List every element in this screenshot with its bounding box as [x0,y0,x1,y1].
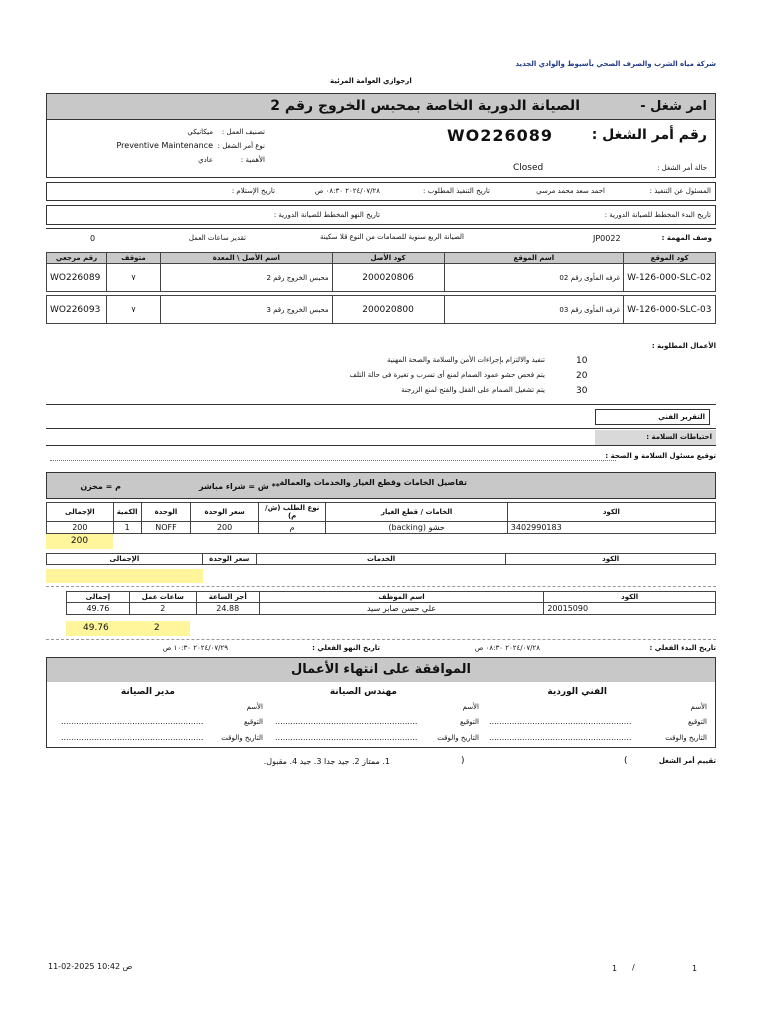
safety-sign-line [50,460,616,461]
employee-name: علي حسن صابر سيد [259,603,544,615]
safety-label: احتياطات السلامة : [595,430,716,445]
table-row [47,522,716,534]
stopped: ٧ [107,264,161,292]
col-stopped: متوقف [107,253,161,264]
responsible-label: المسئول عن التنفيذ : [649,187,711,195]
col-total: الإجمالى [47,503,114,522]
materials-title: تفاصيل الخامات وقطع الغيار والخدمات والعمالة [279,478,467,487]
page-number: 1 [612,964,618,973]
role-maint-engineer: مهندس الصيانة [329,687,397,697]
materials-header-row [47,503,716,522]
assets-header-row [47,253,716,264]
col-code: الكود [507,503,715,522]
col-qty: الكمية [113,503,141,522]
site-name: ارجوازي العوامة المرئية [330,77,412,85]
wo-type-label: نوع أمر الشغل : [217,142,265,150]
required-works-label: الأعمال المطلوبة : [651,342,716,350]
work-text: تنفيذ والالتزام بإجراءات الأمن والسلامة والصحة المهنية [386,356,545,364]
col-location-code: كود الموقع [624,253,716,264]
col-asset-name: اسم الأصل \ المعدة [160,253,332,264]
ref-number: WO226093 [47,296,107,324]
planned-end-label: تاريخ النهو المخطط للصيانة الدورية : [273,211,380,219]
wo-status-label: حالة أمر الشغل : [657,164,707,172]
task-description: الصيانة الربع سنوية للصمامات من النوع قلا سكينة [319,233,464,241]
legend-store: م = مخزن [80,482,121,491]
wo-info-block [46,120,716,178]
materials-total: 200 [46,534,113,549]
wo-number: WO226089 [447,126,554,145]
labor-total-amount: 49.76 [83,623,109,633]
responsible-name: احمد سعد محمد مرسي [536,187,605,195]
legend-direct: ** ش = شراء مباشر [199,482,280,491]
role-shift-tech: الفني الوردية [547,687,607,697]
hour-rate: 24.88 [196,603,259,615]
col-unit-price: سعر الوحدة [191,503,259,522]
wo-number-label: رقم أمر الشغل : [591,127,707,143]
wo-type-value: Preventive Maintenance [116,141,213,150]
work-hours: 2 [129,603,196,615]
safety-sign-label: توقيع مسئول السلامة و الصحة : [605,452,716,460]
location-name: غرفه المأوى رقم 02 [444,264,624,292]
priority-label: الأهمية : [240,156,265,164]
print-timestamp: 11-02-2025 10:42 ص [48,962,133,971]
work-no: 20 [576,371,588,381]
col-location-name: اسم الموقع [444,253,624,264]
sign-dots: ........................................................ [489,717,632,726]
col-unit: الوحدة [141,503,191,522]
work-no: 10 [576,356,588,366]
date-label: التاريخ والوقت [437,734,479,742]
col-total: الإجمالى [47,554,203,565]
services-header-row [47,554,716,565]
approval-title: الموافقة على انتهاء الأعمال [47,658,715,682]
priority-value: عادي [198,156,213,164]
required-works-list [46,354,716,400]
planned-start-label: تاريخ البدء المخطط للصيانة الدورية : [604,211,711,219]
col-employee: اسم الموظف [259,592,544,603]
name-label: الأسم [690,703,707,711]
date-dots: ........................................................ [489,733,632,742]
name-label: الأسم [246,703,263,711]
services-total [46,569,203,583]
line-total: 200 [47,522,114,534]
company-name: شركة مياه الشرب والصرف الصحي بأسيوط والوادي الجديد [515,60,716,68]
work-no: 30 [576,386,588,396]
tech-report-area [46,404,716,429]
labor-line-total: 49.76 [67,603,130,615]
asset-name: محبس الخروج رقم 3 [160,296,332,324]
date-label: التاريخ والوقت [665,734,707,742]
tech-report-label: التقرير الفني [595,409,710,425]
labor-header-row [67,592,716,603]
role-maint-manager: مدير الصيانة [120,687,175,697]
col-total: إجمالى [67,592,130,603]
approval-block [46,657,716,748]
req-type: م [258,522,326,534]
sign-dots: ........................................................ [61,717,204,726]
name-label: الأسم [462,703,479,711]
task-hours: 0 [90,234,96,243]
table-row [67,603,716,615]
stopped: ٧ [107,296,161,324]
col-service: الخدمات [256,554,506,565]
date-dots: ........................................................ [61,733,204,742]
work-text: يتم فحص حشو عمود الصمام لمنع أى تسرب و تغيرة فى حالة التلف [349,371,545,379]
sign-label: التوقيع [244,718,263,726]
task-code: JP0022 [593,234,621,243]
asset-name: محبس الخروج رقم 2 [160,264,332,292]
col-material: الخامات / قطع الغيار [326,503,507,522]
sign-label: التوقيع [688,718,707,726]
table-row [47,296,716,324]
col-code: الكود [544,592,716,603]
col-asset-code: كود الأصل [332,253,444,264]
divider [46,639,716,640]
col-code: الكود [506,554,716,565]
page-separator: / [632,963,635,972]
labor-table [66,591,716,615]
asset-code: 200020806 [332,264,444,292]
page-total: 1 [692,964,698,973]
labor-total [66,621,190,636]
responsible-row [46,182,716,201]
sign-label: التوقيع [460,718,479,726]
task-row [46,228,716,250]
asset-code: 200020800 [332,296,444,324]
wo-label: امر شغل - [640,99,707,114]
col-unit-price: سعر الوحدة [202,554,256,565]
work-text: يتم تشغيل الصمام على القفل والفتح لمنع الزرجنة [401,386,545,394]
planned-row [46,205,716,225]
date-label: التاريخ والوقت [221,734,263,742]
labor-total-hours: 2 [154,623,160,633]
ref-number: WO226089 [47,264,107,292]
material-name: حشو (backing) [326,522,507,534]
col-req-type: نوع الطلب (ش/م) [258,503,326,522]
task-hours-label: تقدير ساعات العمل [188,234,246,242]
wo-status: Closed [513,163,544,173]
required-date: ٢٠٢٤/٠٧/٢٨ ٠٨:٣٠ ص [314,187,380,195]
sign-dots: ........................................................ [275,717,418,726]
unit: NOFF [141,522,191,534]
divider [46,586,716,587]
table-row [47,264,716,292]
materials-bar [46,472,716,499]
evaluation-paren-close: ) [461,756,465,766]
quantity: 1 [113,522,141,534]
col-hours: ساعات عمل [129,592,196,603]
evaluation-paren-open: ( [624,756,628,766]
materials-table [46,502,716,534]
employee-code: 20015090 [544,603,716,615]
title-bar [46,93,716,120]
task-label: وصف المهمة : [661,234,712,242]
col-ref: رقم مرجعي [47,253,107,264]
receive-date-label: تاريخ الإستلام : [231,187,275,195]
actual-end: ٢٠٢٤/٠٧/٢٩ ١٠:٣٠ ص [162,644,228,652]
date-dots: ........................................................ [275,733,418,742]
location-code: W-126-000-SLC-03 [624,296,716,324]
actual-start-label: تاريخ البدء الفعلي : [649,644,716,652]
actual-end-label: تاريخ النهو الفعلي : [312,644,380,652]
material-code: 3402990183 [507,522,715,534]
col-rate: أجر الساعة [196,592,259,603]
work-class-label: تصنيف العمل : [221,128,265,136]
evaluation-label: تقييم أمر الشغل [658,757,716,765]
required-date-label: تاريخ التنفيذ المطلوب : [423,187,490,195]
evaluation-scale: 1. ممتاز 2. جيد جدا 3. جيد 4. مقبول. [263,757,390,766]
actual-start: ٢٠٢٤/٠٧/٢٨ ٠٨:٣٠ ص [474,644,540,652]
services-table [46,553,716,565]
unit-price: 200 [191,522,259,534]
work-class-value: ميكانيكي [187,128,213,136]
location-name: غرفه المأوى رقم 03 [444,296,624,324]
wo-title: الصيانة الدورية الخاصة بمحبس الخروج رقم 2 [270,98,580,114]
location-code: W-126-000-SLC-02 [624,264,716,292]
assets-table [46,252,716,324]
